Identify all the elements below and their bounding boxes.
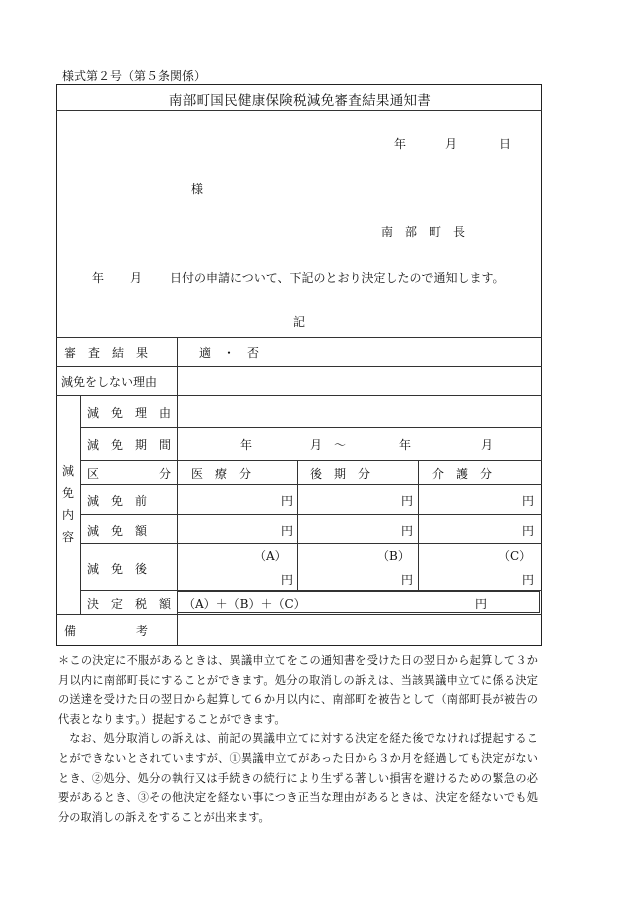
yen-before-medical: 円 — [281, 494, 294, 508]
after-reduction-label: 減 免 後 — [87, 562, 148, 576]
period-year-1: 年 — [240, 438, 253, 452]
yen-amount-care: 円 — [522, 524, 535, 538]
yen-after-medical: 円 — [281, 573, 294, 587]
rule-result-bottom — [56, 366, 542, 367]
ki-label: 記 — [293, 315, 306, 329]
document-title: 南部町国民健康保険税減免審査結果通知書 — [168, 93, 432, 109]
rule-section-col — [80, 395, 81, 614]
yen-after-care: 円 — [522, 573, 535, 587]
date-day: 日 — [499, 137, 512, 151]
result-value: 適 ・ 否 — [199, 346, 260, 360]
before-reduction-label: 減 免 前 — [87, 494, 148, 508]
issuer-name: 南 部 町 長 — [381, 225, 466, 239]
addressee-suffix: 様 — [191, 182, 204, 196]
result-label: 審 査 結 果 — [64, 346, 149, 360]
notes-paragraph-2: なお、処分取消しの訴えは、前記の異議申立てに対する決定を経た後でなければ提起することができないとされていますが、①異議申立てがあった日から３か月を経過しても決定がないとき、②処分、処分の執行又は手続きの続行により生ずる著しい損害を避けるための緊急の必要があるとき、③その他決定を経ない事につき正当な理由があるときは、決定を経ないでも処分の取消しの訴えをすることが出来ます。 — [58, 732, 538, 824]
total-tax-label: 決 定 税 額 — [87, 597, 172, 611]
period-year-2: 年 — [399, 438, 412, 452]
marker-a: （A） — [254, 549, 287, 563]
marker-b: （B） — [377, 549, 410, 563]
notes-paragraph-1: ＊この決定に不服があるときは、異議申立てをこの通知書を受けた日の翌日から起算して３か月以内に南部町長にすることができます。処分の取消しの訴えは、当該異議申立てに係る決定の送達を受けた日の翌日から起算して６か月以内に、南部町を被告として（南部町長が被告の代表となります。）提起することができます。 — [58, 654, 538, 726]
period-month-1: 月 ～ — [310, 438, 347, 452]
yen-after-elderly: 円 — [401, 573, 414, 587]
category-medical: 医 療 分 — [191, 467, 252, 481]
remarks-label: 備 考 — [64, 624, 149, 638]
section-label-4: 容 — [61, 530, 74, 544]
rule-category-bottom — [80, 484, 542, 485]
form-number-label: 様式第２号（第５条関係） — [62, 69, 207, 83]
total-formula: （A）＋（B）＋（C） — [183, 597, 306, 611]
reduction-period-label: 減 免 期 間 — [87, 438, 172, 452]
section-label-3: 内 — [61, 508, 74, 522]
category-label: 区 分 — [87, 467, 172, 481]
intro-text: 日付の申請について、下記のとおり決定したので通知します。 — [170, 271, 505, 285]
reduction-amount-label: 減 免 額 — [87, 524, 148, 538]
rule-before-bottom — [80, 514, 542, 515]
rule-reason-bottom — [80, 427, 542, 428]
yen-before-care: 円 — [522, 494, 535, 508]
yen-amount-elderly: 円 — [401, 524, 414, 538]
category-elderly: 後 期 分 — [310, 467, 371, 481]
intro-month: 月 — [130, 271, 143, 285]
rule-amount-bottom — [80, 543, 542, 544]
intro-year: 年 — [92, 271, 105, 285]
rule-col-elderly — [418, 460, 419, 591]
rule-col-medical — [297, 460, 298, 591]
date-year: 年 — [394, 137, 407, 151]
yen-total: 円 — [475, 597, 488, 611]
period-month-2: 月 — [481, 438, 494, 452]
notes-block — [58, 651, 538, 827]
no-reduction-reason-label: 減免をしない理由 — [61, 375, 158, 389]
rule-title-bottom — [56, 110, 542, 111]
date-month: 月 — [445, 137, 458, 151]
rule-period-bottom — [80, 460, 542, 461]
rule-header-bottom — [56, 337, 542, 338]
category-care: 介 護 分 — [432, 467, 493, 481]
section-label-2: 免 — [61, 486, 74, 500]
yen-amount-medical: 円 — [281, 524, 294, 538]
marker-c: （C） — [498, 549, 532, 563]
reduction-reason-label: 減 免 理 由 — [87, 406, 172, 420]
rule-total-bottom — [56, 614, 542, 615]
section-label-1: 減 — [61, 464, 74, 478]
yen-before-elderly: 円 — [401, 494, 414, 508]
rule-no-reason-bottom — [56, 395, 542, 396]
